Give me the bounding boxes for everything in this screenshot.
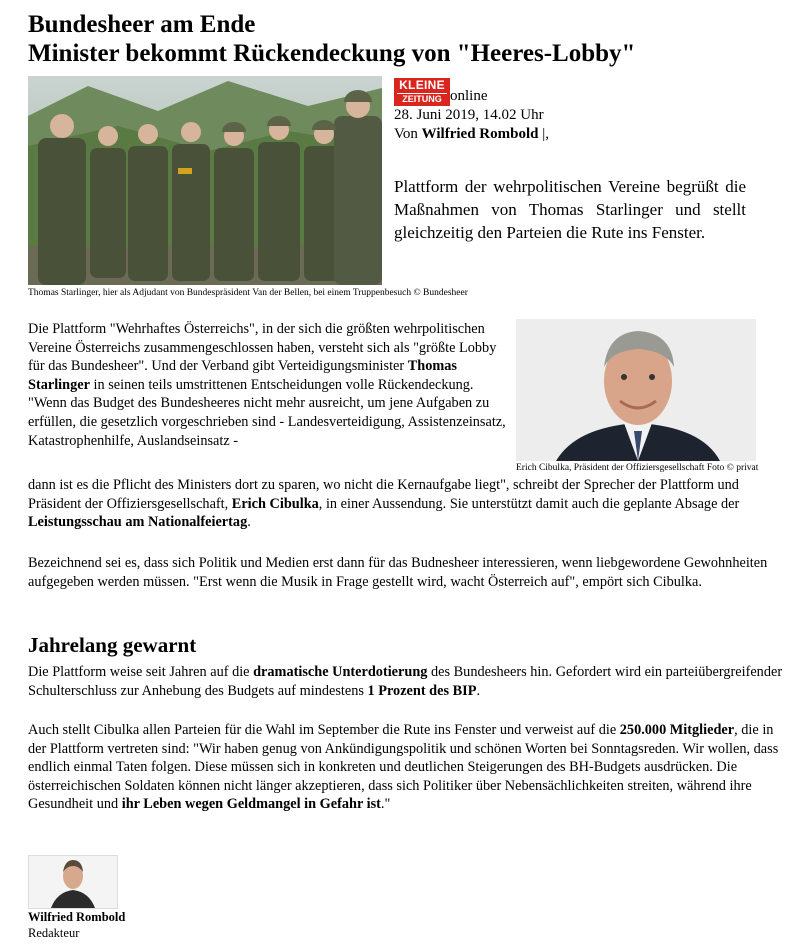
body-paragraph-4: Auch stellt Cibulka allen Parteien für die Wahl im September die Rute ins Fenster und verweist auf die 250.000 Mitglieder, die in der Plattform vertreten sind: "Wir haben genug von Ankündigungspolitik und schönen Worten bei Sonntagsreden. Wir wollen, dass endlich einmal Taten folgen. Diese müssen sich in konkreten und deutlichen Steigerungen des BH-Budgets ausdrücken. Die österreichischen Soldaten können nicht länger akzeptieren, dass sich Politiker über Nebensächlichkeiten streiten, während ihre Gesundheit und ihr Leben wegen Geldmangel in Gefahr ist." [28,722,779,813]
bold-cibulka: Erich Cibulka [231,495,319,512]
author-suffix: |, [538,126,549,142]
author-prefix: Von [394,126,422,142]
bold-mitglieder: 250.000 Mitglieder [619,722,735,738]
bold-unterdotierung: dramatische Unterdotierung [253,664,428,680]
cibulka-portrait [516,319,756,461]
body-paragraph-1-cont: dann ist es die Pflicht des Ministers dort zu sparen, wo nicht die Kernaufgabe liegt", schreibt der Sprecher der Plattform und Präsident der Offiziersgesellschaft, Erich Cibulka, in einer Aussendung. Sie unterstützt damit auch die geplante Absage der Leistungsschau am Nationalfeiertag. [28,477,740,531]
author-box-name[interactable]: Wilfried Rombold [28,910,126,924]
article-date: 28. Juni 2019, 14.02 Uhr [394,107,544,123]
kleine-zeitung-logo[interactable]: KLEINE ZEITUNG [394,78,450,106]
main-photo-caption: Thomas Starlinger, hier als Adjudant von Bundespräsident Van der Bellen, bei einem Truppenbesuch © Bundesheer [28,288,468,298]
bold-leistungsschau: Leistungsschau am Nationalfeiertag [28,514,248,531]
title-line-2: Minister bekommt Rückendeckung von "Heeres-Lobby" [28,40,636,67]
title-line-1: Bundesheer am Ende [28,11,256,38]
body-paragraph-3: Die Plattform weise seit Jahren auf die dramatische Unterdotierung des Bundesheers hin. Gefordert wird ein parteiübergreifender Schulterschluss zur Anhebung des Budgets auf mindestens 1 Prozent des BIP. [28,664,783,699]
bold-bip: 1 Prozent des BIP [367,682,477,699]
body-paragraph-2: Bezeichnend sei es, dass sich Politik und Medien erst dann für das Budnesheer interessieren, wenn liebgewordene Gewohnheiten aufgegeben werden müssen. "Erst wenn die Musik in Frage gestellt wird, wacht Österreich auf", empört sich Cibulka. [28,555,768,590]
lead-paragraph: Plattform der wehrpolitischen Vereine begrüßt die Maßnahmen von Thomas Starlinger und stellt gleichzeitig den Parteien die Rute ins Fenster. [394,177,746,242]
body-paragraph-1: Die Plattform "Wehrhaftes Österreichs", in der sich die größten wehrpolitischen Vereine Österreichs zusammengeschlossen haben, versteht sich als "größte Lobby für das Bundesheer". Und der Verband gibt Verteidigungsminister Thomas Starlinger in seinen teils umstrittenen Entscheidungen volle Rückendeckung. "Wenn das Budget des Bundesheeres nicht mehr ausreicht, um jene Aufgaben zu erfüllen, die gesetzlich vorgeschrieben sind - Landesverteidigung, Assistenzeinsatz, Katastrophenhilfe, Auslandseinsatz - [28,321,506,449]
source-suffix: online [450,88,488,104]
bold-gefahr: ihr Leben wegen Geldmangel in Gefahr ist [121,796,381,813]
author-avatar[interactable] [28,855,118,909]
author-box-role: Redakteur [28,926,80,940]
subheading: Jahrelang gewarnt [28,633,197,657]
author-link[interactable]: Wilfried Rombold [421,126,539,142]
article-meta [394,78,549,144]
article-title [28,10,788,68]
side-photo-caption: Erich Cibulka, Präsident der Offiziersgesellschaft Foto © privat [516,463,759,473]
bold-starlinger: Thomas Starlinger [28,358,457,393]
soldiers-photo [28,76,382,285]
